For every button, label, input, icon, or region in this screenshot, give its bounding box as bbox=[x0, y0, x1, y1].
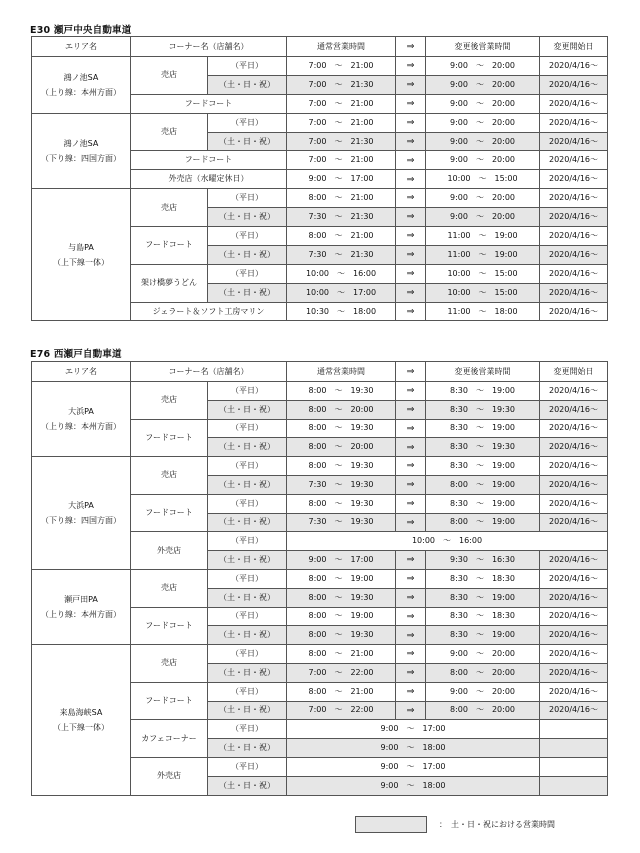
normal-hours: 10:00 ～ 16:00 bbox=[287, 264, 396, 283]
start-date: 2020/4/16～ bbox=[540, 245, 608, 264]
day-type: （土・日・祝） bbox=[208, 663, 287, 682]
start-date: 2020/4/16～ bbox=[540, 382, 608, 401]
normal-hours: 7:00 ～ 21:30 bbox=[287, 132, 396, 151]
day-type: （平日） bbox=[208, 720, 287, 739]
corner-name: フードコート bbox=[131, 94, 287, 113]
arrow: ⇒ bbox=[396, 645, 426, 664]
corner-name: 外売店 bbox=[131, 532, 208, 570]
hours-merged: 9:00 ～ 17:00 bbox=[287, 757, 540, 776]
arrow: ⇒ bbox=[396, 475, 426, 494]
new-hours: 9:00 ～ 20:00 bbox=[426, 645, 540, 664]
area-direction: （上下線一体） bbox=[53, 257, 109, 267]
area-direction: （上り線：本州方面） bbox=[41, 87, 121, 97]
start-date: 2020/4/16～ bbox=[540, 551, 608, 570]
new-hours: 10:00 ～ 15:00 bbox=[426, 283, 540, 302]
normal-hours: 9:00 ～ 17:00 bbox=[287, 551, 396, 570]
section-title-e76: E76 西瀬戸自動車道 bbox=[30, 349, 122, 360]
table-row bbox=[32, 457, 608, 476]
corner-name: 売店 bbox=[131, 113, 208, 151]
start-date bbox=[540, 757, 608, 776]
new-hours: 9:00 ～ 20:00 bbox=[426, 132, 540, 151]
corner-name: フードコート bbox=[131, 494, 208, 532]
new-hours: 8:00 ～ 20:00 bbox=[426, 663, 540, 682]
legend-text: ： 土・日・祝における営業時間 bbox=[439, 820, 555, 829]
start-date: 2020/4/16～ bbox=[540, 113, 608, 132]
start-date bbox=[540, 776, 608, 795]
arrow: ⇒ bbox=[396, 419, 426, 438]
arrow: ⇒ bbox=[396, 245, 426, 264]
new-hours: 9:00 ～ 20:00 bbox=[426, 75, 540, 94]
corner-name: 売店 bbox=[131, 57, 208, 95]
corner-name: フードコート bbox=[131, 151, 287, 170]
table-row bbox=[32, 382, 608, 401]
header-row bbox=[32, 362, 608, 382]
corner-name: フードコート bbox=[131, 227, 208, 265]
area-cell bbox=[32, 645, 131, 795]
start-date: 2020/4/16～ bbox=[540, 302, 608, 321]
table-row bbox=[32, 113, 608, 132]
day-type: （平日） bbox=[208, 113, 287, 132]
arrow: ⇒ bbox=[396, 208, 426, 227]
corner-name: 売店 bbox=[131, 189, 208, 227]
day-type: （土・日・祝） bbox=[208, 245, 287, 264]
legend bbox=[355, 816, 555, 833]
normal-hours: 8:00 ～ 21:00 bbox=[287, 682, 396, 701]
start-date bbox=[540, 739, 608, 758]
arrow: ⇒ bbox=[396, 663, 426, 682]
new-hours: 8:30 ～ 18:30 bbox=[426, 569, 540, 588]
day-type: （土・日・祝） bbox=[208, 132, 287, 151]
new-hours: 9:30 ～ 16:30 bbox=[426, 551, 540, 570]
new-hours: 8:30 ～ 19:00 bbox=[426, 382, 540, 401]
hours-merged: 9:00 ～ 18:00 bbox=[287, 739, 540, 758]
start-date: 2020/4/16～ bbox=[540, 588, 608, 607]
arrow: ⇒ bbox=[396, 551, 426, 570]
new-hours: 9:00 ～ 20:00 bbox=[426, 94, 540, 113]
new-hours: 8:30 ～ 19:00 bbox=[426, 626, 540, 645]
corner-name: フードコート bbox=[131, 682, 208, 720]
start-date: 2020/4/16～ bbox=[540, 438, 608, 457]
normal-hours: 8:00 ～ 19:00 bbox=[287, 569, 396, 588]
normal-hours: 10:30 ～ 18:00 bbox=[287, 302, 396, 321]
corner-name: ジェラート＆ソフト工房マリン bbox=[131, 302, 287, 321]
corner-name: 外売店 bbox=[131, 757, 208, 795]
area-direction: （下り線：四国方面） bbox=[41, 153, 121, 163]
table-row bbox=[32, 57, 608, 76]
day-type: （土・日・祝） bbox=[208, 701, 287, 720]
area-cell bbox=[32, 457, 131, 570]
start-date: 2020/4/16～ bbox=[540, 264, 608, 283]
corner-name: カフェコーナー bbox=[131, 720, 208, 758]
arrow: ⇒ bbox=[396, 382, 426, 401]
normal-hours: 8:00 ～ 21:00 bbox=[287, 227, 396, 246]
header-new-hours: 変更後営業時間 bbox=[426, 362, 540, 382]
day-type: （平日） bbox=[208, 607, 287, 626]
start-date: 2020/4/16～ bbox=[540, 57, 608, 76]
header-corner: コーナー名（店舗名） bbox=[131, 37, 287, 57]
day-type: （土・日・祝） bbox=[208, 475, 287, 494]
start-date: 2020/4/16～ bbox=[540, 75, 608, 94]
corner-name: フードコート bbox=[131, 607, 208, 645]
day-type: （平日） bbox=[208, 57, 287, 76]
area-cell bbox=[32, 569, 131, 644]
start-date: 2020/4/16～ bbox=[540, 494, 608, 513]
hours-merged: 9:00 ～ 18:00 bbox=[287, 776, 540, 795]
area-cell bbox=[32, 382, 131, 457]
day-type: （平日） bbox=[208, 382, 287, 401]
new-hours: 10:00 ～ 15:00 bbox=[426, 170, 540, 189]
new-hours: 8:00 ～ 19:00 bbox=[426, 475, 540, 494]
normal-hours: 7:30 ～ 21:30 bbox=[287, 208, 396, 227]
arrow: ⇒ bbox=[396, 569, 426, 588]
normal-hours: 8:00 ～ 19:30 bbox=[287, 457, 396, 476]
arrow: ⇒ bbox=[396, 588, 426, 607]
day-type: （土・日・祝） bbox=[208, 75, 287, 94]
day-type: （土・日・祝） bbox=[208, 283, 287, 302]
normal-hours: 7:30 ～ 21:30 bbox=[287, 245, 396, 264]
section-title-e30: E30 瀬戸中央自動車道 bbox=[30, 25, 132, 36]
start-date: 2020/4/16～ bbox=[540, 645, 608, 664]
day-type: （土・日・祝） bbox=[208, 208, 287, 227]
normal-hours: 7:30 ～ 19:30 bbox=[287, 475, 396, 494]
day-type: （平日） bbox=[208, 569, 287, 588]
arrow: ⇒ bbox=[396, 607, 426, 626]
new-hours: 8:30 ～ 19:00 bbox=[426, 457, 540, 476]
header-arrow: ⇒ bbox=[396, 362, 426, 382]
arrow: ⇒ bbox=[396, 132, 426, 151]
table-row bbox=[32, 189, 608, 208]
area-direction: （下り線：四国方面） bbox=[41, 516, 121, 526]
new-hours: 8:30 ～ 19:00 bbox=[426, 494, 540, 513]
normal-hours: 9:00 ～ 17:00 bbox=[287, 170, 396, 189]
start-date: 2020/4/16～ bbox=[540, 170, 608, 189]
corner-name: 外売店（水曜定休日） bbox=[131, 170, 287, 189]
start-date: 2020/4/16～ bbox=[540, 94, 608, 113]
start-date: 2020/4/16～ bbox=[540, 151, 608, 170]
start-date: 2020/4/16～ bbox=[540, 607, 608, 626]
corner-name: 架け橋夢うどん bbox=[131, 264, 208, 302]
normal-hours: 8:00 ～ 19:00 bbox=[287, 607, 396, 626]
arrow: ⇒ bbox=[396, 57, 426, 76]
normal-hours: 8:00 ～ 21:00 bbox=[287, 645, 396, 664]
day-type: （平日） bbox=[208, 645, 287, 664]
day-type: （土・日・祝） bbox=[208, 400, 287, 419]
new-hours: 11:00 ～ 19:00 bbox=[426, 245, 540, 264]
arrow: ⇒ bbox=[396, 302, 426, 321]
area-direction: （上下線一体） bbox=[53, 722, 109, 732]
day-type: （平日） bbox=[208, 227, 287, 246]
arrow: ⇒ bbox=[396, 189, 426, 208]
normal-hours: 7:00 ～ 22:00 bbox=[287, 701, 396, 720]
corner-name: 売店 bbox=[131, 457, 208, 495]
start-date: 2020/4/16～ bbox=[540, 189, 608, 208]
header-arrow: ⇒ bbox=[396, 37, 426, 57]
arrow: ⇒ bbox=[396, 170, 426, 189]
header-row bbox=[32, 37, 608, 57]
day-type: （土・日・祝） bbox=[208, 776, 287, 795]
area-name: 大浜PA bbox=[68, 500, 94, 510]
corner-name: 売店 bbox=[131, 569, 208, 607]
area-name: 大浜PA bbox=[68, 406, 94, 416]
start-date: 2020/4/16～ bbox=[540, 208, 608, 227]
new-hours: 8:30 ～ 19:00 bbox=[426, 588, 540, 607]
normal-hours: 7:00 ～ 21:00 bbox=[287, 151, 396, 170]
arrow: ⇒ bbox=[396, 701, 426, 720]
header-start-date: 変更開始日 bbox=[540, 362, 608, 382]
day-type: （平日） bbox=[208, 532, 287, 551]
header-new-hours: 変更後営業時間 bbox=[426, 37, 540, 57]
arrow: ⇒ bbox=[396, 626, 426, 645]
new-hours: 10:00 ～ 15:00 bbox=[426, 264, 540, 283]
new-hours: 8:30 ～ 19:30 bbox=[426, 400, 540, 419]
day-type: （平日） bbox=[208, 419, 287, 438]
arrow: ⇒ bbox=[396, 75, 426, 94]
table-row bbox=[32, 645, 608, 664]
start-date: 2020/4/16～ bbox=[540, 513, 608, 532]
table-row bbox=[32, 569, 608, 588]
normal-hours: 7:30 ～ 19:30 bbox=[287, 513, 396, 532]
new-hours: 11:00 ～ 18:00 bbox=[426, 302, 540, 321]
corner-name: フードコート bbox=[131, 419, 208, 457]
day-type: （平日） bbox=[208, 494, 287, 513]
normal-hours: 8:00 ～ 19:30 bbox=[287, 494, 396, 513]
area-cell bbox=[32, 113, 131, 189]
area-cell bbox=[32, 189, 131, 321]
new-hours: 9:00 ～ 20:00 bbox=[426, 151, 540, 170]
new-hours: 8:00 ～ 19:00 bbox=[426, 513, 540, 532]
new-hours: 11:00 ～ 19:00 bbox=[426, 227, 540, 246]
start-date: 2020/4/16～ bbox=[540, 475, 608, 494]
normal-hours: 7:00 ～ 21:00 bbox=[287, 113, 396, 132]
area-name: 来島海峡SA bbox=[59, 707, 103, 717]
corner-name: 売店 bbox=[131, 382, 208, 420]
new-hours: 8:30 ～ 19:00 bbox=[426, 419, 540, 438]
start-date bbox=[540, 720, 608, 739]
start-date: 2020/4/16～ bbox=[540, 227, 608, 246]
area-name: 鴻ノ池SA bbox=[63, 138, 99, 148]
arrow: ⇒ bbox=[396, 113, 426, 132]
day-type: （平日） bbox=[208, 189, 287, 208]
day-type: （土・日・祝） bbox=[208, 739, 287, 758]
day-type: （土・日・祝） bbox=[208, 626, 287, 645]
arrow: ⇒ bbox=[396, 682, 426, 701]
arrow: ⇒ bbox=[396, 227, 426, 246]
legend-swatch bbox=[355, 816, 427, 833]
hours-table-e76 bbox=[31, 361, 608, 796]
day-type: （平日） bbox=[208, 682, 287, 701]
header-corner: コーナー名（店舗名） bbox=[131, 362, 287, 382]
header-area: エリア名 bbox=[32, 37, 131, 57]
normal-hours: 8:00 ～ 19:30 bbox=[287, 419, 396, 438]
start-date: 2020/4/16～ bbox=[540, 132, 608, 151]
new-hours: 9:00 ～ 20:00 bbox=[426, 682, 540, 701]
day-type: （土・日・祝） bbox=[208, 588, 287, 607]
normal-hours: 7:00 ～ 21:30 bbox=[287, 75, 396, 94]
start-date: 2020/4/16～ bbox=[540, 283, 608, 302]
header-start-date: 変更開始日 bbox=[540, 37, 608, 57]
arrow: ⇒ bbox=[396, 264, 426, 283]
hours-merged: 10:00 ～ 16:00 bbox=[287, 532, 608, 551]
day-type: （土・日・祝） bbox=[208, 438, 287, 457]
arrow: ⇒ bbox=[396, 283, 426, 302]
start-date: 2020/4/16～ bbox=[540, 457, 608, 476]
new-hours: 8:30 ～ 18:30 bbox=[426, 607, 540, 626]
new-hours: 8:30 ～ 19:30 bbox=[426, 438, 540, 457]
header-normal-hours: 通常営業時間 bbox=[287, 362, 396, 382]
new-hours: 9:00 ～ 20:00 bbox=[426, 57, 540, 76]
arrow: ⇒ bbox=[396, 438, 426, 457]
day-type: （平日） bbox=[208, 757, 287, 776]
normal-hours: 7:00 ～ 21:00 bbox=[287, 57, 396, 76]
normal-hours: 8:00 ～ 20:00 bbox=[287, 400, 396, 419]
start-date: 2020/4/16～ bbox=[540, 400, 608, 419]
new-hours: 9:00 ～ 20:00 bbox=[426, 113, 540, 132]
normal-hours: 8:00 ～ 19:30 bbox=[287, 626, 396, 645]
arrow: ⇒ bbox=[396, 494, 426, 513]
start-date: 2020/4/16～ bbox=[540, 419, 608, 438]
area-name: 与島PA bbox=[68, 242, 94, 252]
normal-hours: 8:00 ～ 19:30 bbox=[287, 588, 396, 607]
day-type: （土・日・祝） bbox=[208, 551, 287, 570]
arrow: ⇒ bbox=[396, 94, 426, 113]
arrow: ⇒ bbox=[396, 400, 426, 419]
day-type: （平日） bbox=[208, 264, 287, 283]
area-direction: （上り線：本州方面） bbox=[41, 422, 121, 432]
area-direction: （上り線：本州方面） bbox=[41, 610, 121, 620]
area-cell bbox=[32, 57, 131, 114]
header-area: エリア名 bbox=[32, 362, 131, 382]
day-type: （土・日・祝） bbox=[208, 513, 287, 532]
normal-hours: 8:00 ～ 19:30 bbox=[287, 382, 396, 401]
day-type: （平日） bbox=[208, 457, 287, 476]
new-hours: 8:00 ～ 20:00 bbox=[426, 701, 540, 720]
header-normal-hours: 通常営業時間 bbox=[287, 37, 396, 57]
start-date: 2020/4/16～ bbox=[540, 663, 608, 682]
arrow: ⇒ bbox=[396, 151, 426, 170]
normal-hours: 10:00 ～ 17:00 bbox=[287, 283, 396, 302]
arrow: ⇒ bbox=[396, 513, 426, 532]
normal-hours: 7:00 ～ 22:00 bbox=[287, 663, 396, 682]
hours-table-e30 bbox=[31, 36, 608, 321]
arrow: ⇒ bbox=[396, 457, 426, 476]
corner-name: 売店 bbox=[131, 645, 208, 683]
normal-hours: 7:00 ～ 21:00 bbox=[287, 94, 396, 113]
start-date: 2020/4/16～ bbox=[540, 682, 608, 701]
start-date: 2020/4/16～ bbox=[540, 626, 608, 645]
new-hours: 9:00 ～ 20:00 bbox=[426, 189, 540, 208]
start-date: 2020/4/16～ bbox=[540, 569, 608, 588]
start-date: 2020/4/16～ bbox=[540, 701, 608, 720]
hours-merged: 9:00 ～ 17:00 bbox=[287, 720, 540, 739]
normal-hours: 8:00 ～ 20:00 bbox=[287, 438, 396, 457]
normal-hours: 8:00 ～ 21:00 bbox=[287, 189, 396, 208]
new-hours: 9:00 ～ 20:00 bbox=[426, 208, 540, 227]
area-name: 鴻ノ池SA bbox=[63, 72, 99, 82]
area-name: 瀬戸田PA bbox=[64, 594, 98, 604]
